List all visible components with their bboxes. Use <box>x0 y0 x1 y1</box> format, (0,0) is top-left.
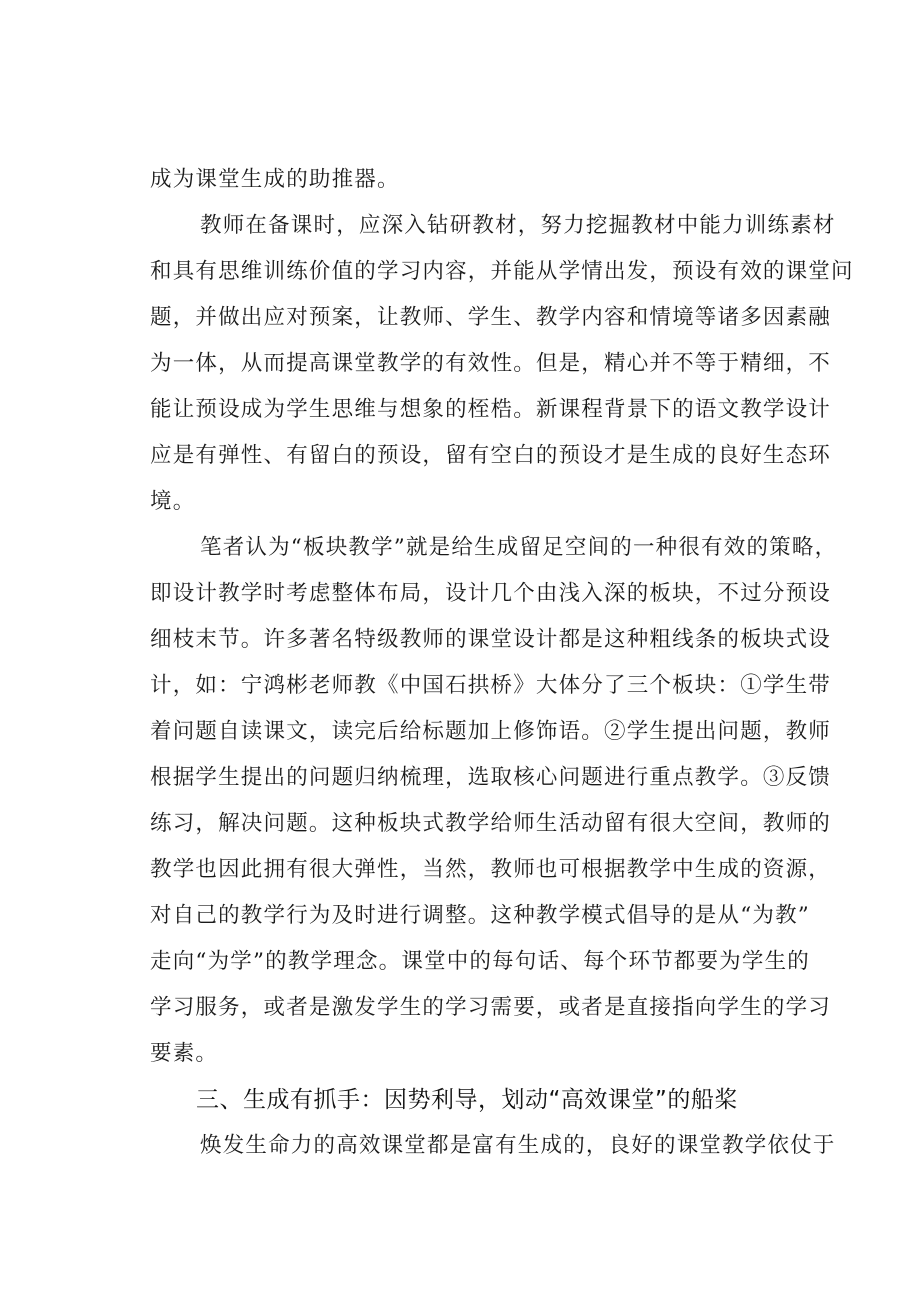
text-line: 题，并做出应对预案，让教师、学生、教学内容和情境等诸多因素融 <box>150 305 832 330</box>
text-line: 能让预设成为学生思维与想象的桎梏。新课程背景下的语文教学设计 <box>150 397 832 422</box>
text-line: 走向“为学”的教学理念。课堂中的每句话、每个环节都要为学生的 <box>150 949 810 974</box>
text-line-1: 成为课堂生成的助推器。 <box>150 167 400 192</box>
text-line: 计，如：宁鸿彬老师教《中国石拱桥》大体分了三个板块：①学生带 <box>150 673 832 698</box>
text-line: 应是有弹性、有留白的预设，留有空白的预设才是生成的良好生态环 <box>150 443 832 468</box>
text-line: 和具有思维训练价值的学习内容，并能从学情出发，预设有效的课堂问 <box>150 259 854 284</box>
text-line: 对自己的教学行为及时进行调整。这种教学模式倡导的是从“为教” <box>150 903 810 928</box>
text-line: 细枝末节。许多著名特级教师的课堂设计都是这种粗线条的板块式设 <box>150 627 832 652</box>
paragraph-start-line: 教师在备课时，应深入钻研教材，努力挖掘教材中能力训练素材 <box>200 213 836 238</box>
text-line: 境。 <box>150 489 196 514</box>
text-line: 练习，解决问题。这种板块式教学给师生活动留有很大空间，教师的 <box>150 811 832 836</box>
text-line: 学习服务，或者是激发学生的学习需要，或者是直接指向学生的学习 <box>150 995 832 1020</box>
text-line: 着问题自读课文，读完后给标题加上修饰语。②学生提出问题，教师 <box>150 719 832 744</box>
text-line: 为一体，从而提高课堂教学的有效性。但是，精心并不等于精细，不 <box>150 351 832 376</box>
text-line: 根据学生提出的问题归纳梳理，选取核心问题进行重点教学。③反馈 <box>150 765 832 790</box>
text-line: 教学也因此拥有很大弹性，当然，教师也可根据教学中生成的资源， <box>150 857 832 882</box>
text-line: 要素。 <box>150 1041 219 1066</box>
paragraph-start-line: 笔者认为“板块教学”就是给生成留足空间的一种很有效的策略， <box>200 535 838 560</box>
paragraph-start-line: 焕发生命力的高效课堂都是富有生成的，良好的课堂教学依仗于 <box>200 1133 836 1158</box>
section-heading: 三、生成有抓手：因势利导，划动“高效课堂”的船桨 <box>196 1087 738 1113</box>
text-line: 即设计教学时考虑整体布局，设计几个由浅入深的板块，不过分预设 <box>150 581 832 606</box>
